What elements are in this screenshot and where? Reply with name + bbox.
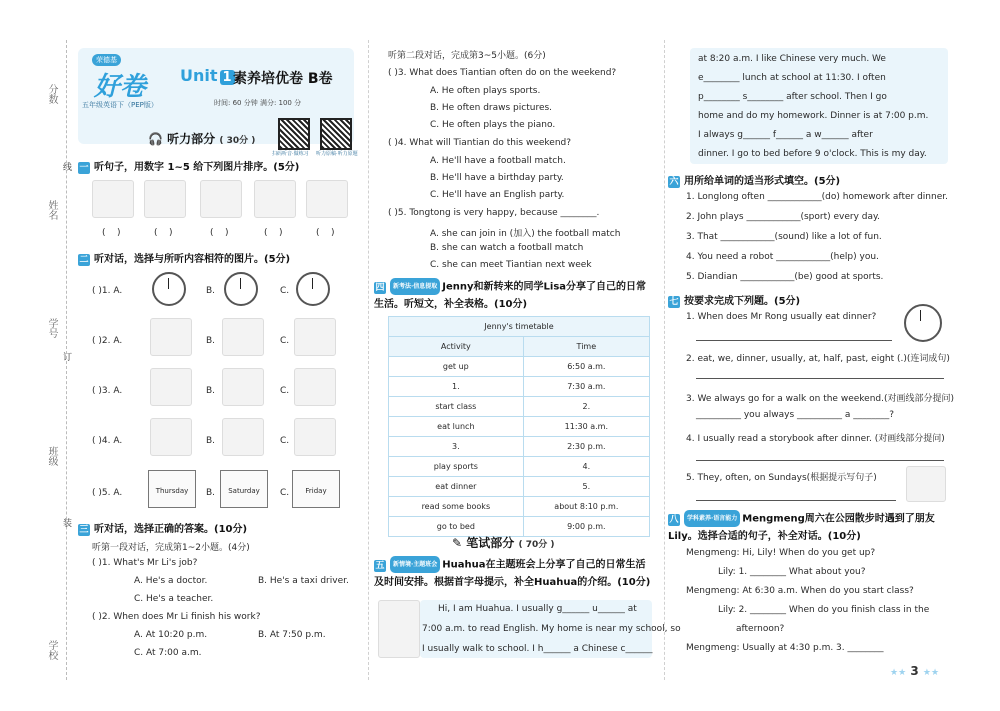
q1-answer-bracket-1[interactable]: ( ): [102, 228, 121, 238]
huahua-intro-box-2: [690, 48, 948, 164]
q2-row-1-label[interactable]: ( )1. A.: [92, 286, 123, 296]
q7-kids-image: [906, 466, 946, 502]
logo-text: 好卷: [94, 72, 147, 102]
decorative-stars-icon: ★★: [890, 668, 907, 678]
logo: [84, 52, 150, 102]
q3-question-1[interactable]: ( )1. What's Mr Li's job?: [92, 558, 198, 568]
q1-picture-4: [254, 180, 296, 218]
headphones-icon: 🎧: [148, 132, 163, 146]
q2-2-b-label: B.: [206, 336, 216, 346]
q2-3-c-image: [294, 368, 336, 406]
q2-4-b-image: [222, 418, 264, 456]
q3-question-2[interactable]: ( )2. When does Mr Li finish his work?: [92, 612, 261, 622]
q7-title: 七 按要求完成下列题。(5分): [669, 296, 801, 307]
q2-4-c-image: [294, 418, 336, 456]
q6-item-3[interactable]: 3. That ____________(sound) like a lot of fun.: [686, 232, 882, 242]
q2-2-b-image: [222, 318, 264, 356]
publisher-badge: 荣德基: [92, 54, 121, 66]
unit-label: Unit 1: [180, 66, 235, 85]
q5-line-1[interactable]: Hi, I am Huahua. I usually g______ u______ at: [438, 604, 637, 614]
seal-char-1: 线: [63, 163, 73, 173]
table-row: 1. 7:30 a.m.: [389, 377, 650, 397]
q5-line-6[interactable]: p________ s________ after school. Then I go: [698, 92, 887, 102]
table-row: go to bed 9:00 p.m.: [389, 517, 650, 537]
q2-3-a-image: [150, 368, 192, 406]
q7-item-1: 1. When does Mr Rong usually eat dinner?: [686, 312, 877, 322]
timetable: [388, 316, 650, 537]
q2-3-b-label: B.: [206, 386, 216, 396]
q6-item-5[interactable]: 5. Diandian ____________(be) good at sports.: [686, 272, 884, 282]
table-row: eat lunch 11:30 a.m.: [389, 417, 650, 437]
q3-title: 三 听对话，选择正确的答案。(10分): [79, 524, 248, 535]
q2-1-c-clock-icon: [296, 272, 330, 306]
q3-5-option-c: C. she can meet Tiantian next week: [430, 260, 592, 270]
q1-answer-bracket-5[interactable]: ( ): [316, 228, 335, 238]
q2-1-c-label: C.: [280, 286, 290, 296]
q2-5-c-calendar-icon: Friday: [292, 470, 340, 508]
q3-intro-1: 听第一段对话，完成第1~2小题。(4分): [92, 543, 250, 553]
q2-4-b-label: B.: [206, 436, 216, 446]
q8-line-1: Mengmeng: Hi, Lily! When do you get up?: [686, 548, 876, 558]
q1-answer-bracket-2[interactable]: ( ): [154, 228, 173, 238]
qr-code-1[interactable]: [278, 118, 310, 150]
q3-1-option-b: B. He's a taxi driver.: [258, 576, 349, 586]
q7-item-4: 4. I usually read a storybook after dinner. (对画线部分提问): [686, 434, 945, 444]
q7-item-2: 2. eat, we, dinner, usually, at, half, past, eight (.)(连词成句): [686, 354, 950, 364]
q8-line-3: Mengmeng: At 6:30 a.m. When do you start class?: [686, 586, 914, 596]
seal-char-3: 装: [63, 519, 73, 529]
column-divider-1: [368, 40, 369, 680]
q1-picture-2: [144, 180, 186, 218]
margin-name-label: 姓名: [46, 200, 57, 220]
table-row: start class 2.: [389, 397, 650, 417]
q5-line-4[interactable]: at 8:20 a.m. I like Chinese very much. We: [698, 54, 886, 64]
writing-heading: ✎ 笔试部分 ( 70分 ): [452, 536, 555, 550]
q8-line-5: afternoon?: [736, 624, 785, 634]
pencil-icon: ✎: [452, 536, 463, 550]
q2-3-c-label: C.: [280, 386, 290, 396]
table-row: play sports 4.: [389, 457, 650, 477]
q2-2-c-image: [294, 318, 336, 356]
q2-1-a-clock-icon: [152, 272, 186, 306]
q3-2-option-b: B. At 7:50 p.m.: [258, 630, 326, 640]
q8-line-2[interactable]: Lily: 1. ________ What about you?: [718, 567, 866, 577]
binding-line: [66, 40, 67, 680]
qr-caption-2: 听力原稿·听力原题: [316, 151, 358, 157]
q2-row-2-label[interactable]: ( )2. A.: [92, 336, 123, 346]
q7-answer-line-4[interactable]: [696, 460, 944, 461]
q3-4-option-b: B. He'll have a birthday party.: [430, 173, 564, 183]
page-title: 素养培优卷 B卷: [233, 71, 333, 87]
table-row: get up 6:50 a.m.: [389, 357, 650, 377]
q5-line-9: dinner. I go to bed before 9 o'clock. This is my day.: [698, 149, 927, 159]
q3-3-option-b: B. He often draws pictures.: [430, 103, 553, 113]
q4-title: 四 新考法·信息提取 Jenny和新转来的同学Lisa分享了自己的日常生活。听短文，补全表格。(10分): [374, 278, 652, 313]
q8-line-6[interactable]: Mengmeng: Usually at 4:30 p.m. 3. ________: [686, 643, 884, 653]
q3-question-3[interactable]: ( )3. What does Tiantian often do on the weekend?: [388, 68, 617, 78]
q5-line-3[interactable]: I usually walk to school. I h______ a Chinese c______: [422, 644, 653, 654]
table-row: eat dinner 5.: [389, 477, 650, 497]
column-divider-2: [664, 40, 665, 680]
q1-picture-5: [306, 180, 348, 218]
q3-3-option-a: A. He often plays sports.: [430, 86, 541, 96]
q2-4-a-image: [150, 418, 192, 456]
q3-4-option-a: A. He'll have a football match.: [430, 156, 566, 166]
q8-title: 八 学科素养·语言能力 Mengmeng周六在公园散步时遇到了朋友Lily。选择合适的句子，补全对话。(10分): [668, 510, 950, 545]
margin-school-label: 学校: [46, 640, 57, 660]
q5-line-2[interactable]: 7:00 a.m. to read English. My home is near my school, so: [422, 624, 681, 634]
q3-2-option-a: A. At 10:20 p.m.: [134, 630, 208, 640]
q6-item-4[interactable]: 4. You need a robot ____________(help) you.: [686, 252, 879, 262]
seal-char-2: 订: [63, 353, 73, 363]
timetable-header-activity: Activity: [389, 337, 524, 357]
q3-2-option-c: C. At 7:00 a.m.: [134, 648, 202, 658]
q6-item-1[interactable]: 1. Longlong often ____________(do) homework after dinner.: [686, 192, 948, 202]
timetable-header-time: Time: [523, 337, 649, 357]
qr-caption-1: 扫码听音·做练习: [272, 151, 309, 157]
listening-heading: 🎧 听力部分 ( 30分 ): [148, 132, 256, 146]
page-number: ★★ 3 ★★: [890, 664, 940, 678]
q3-1-option-a: A. He's a doctor.: [134, 576, 208, 586]
q2-4-c-label: C.: [280, 436, 290, 446]
q7-item-3-answer[interactable]: __________ you always __________ a ________?: [696, 410, 895, 420]
q3-question-4[interactable]: ( )4. What will Tiantian do this weekend?: [388, 138, 572, 148]
table-row: 3. 2:30 p.m.: [389, 437, 650, 457]
time-score-info: 时间: 60 分钟 满分: 100 分: [214, 99, 302, 107]
q3-5-option-b: B. she can watch a football match: [430, 243, 584, 253]
q1-answer-bracket-3[interactable]: ( ): [210, 228, 229, 238]
q2-2-c-label: C.: [280, 336, 290, 346]
q8-line-4[interactable]: Lily: 2. ________ When do you finish class in the: [718, 605, 930, 615]
q2-5-b-label: B.: [206, 488, 216, 498]
q5-line-5[interactable]: e________ lunch at school at 11:30. I often: [698, 73, 886, 83]
q7-item-3: 3. We always go for a walk on the weekend.(对画线部分提问): [686, 394, 954, 404]
huahua-girl-image: [378, 600, 420, 658]
q5-line-7: home and do my homework. Dinner is at 7:00 p.m.: [698, 111, 929, 121]
q7-clock-icon: [904, 304, 942, 342]
q7-answer-line-1[interactable]: [696, 340, 892, 341]
q7-answer-line-2[interactable]: [696, 378, 944, 379]
q6-title: 六 用所给单词的适当形式填空。(5分): [669, 176, 841, 187]
q7-answer-line-5[interactable]: [696, 500, 896, 501]
q2-row-5-label[interactable]: ( )5. A.: [92, 488, 123, 498]
qr-code-2[interactable]: [320, 118, 352, 150]
q3-4-option-c: C. He'll have an English party.: [430, 190, 565, 200]
q2-5-c-label: C.: [280, 488, 290, 498]
q6-item-2[interactable]: 2. John plays ____________(sport) every day.: [686, 212, 880, 222]
q2-title: 二 听对话，选择与所听内容相符的图片。(5分): [79, 254, 291, 265]
q5-title: 五 新情境·主题班会 Huahua在主题班会上分享了自己的日常生活及时间安排。根据首字母提示，补全Huahua的介绍。(10分): [374, 556, 654, 591]
margin-score-label: 分数: [46, 84, 57, 104]
timetable-caption: Jenny's timetable: [389, 317, 650, 337]
q2-1-b-label: B.: [206, 286, 216, 296]
q3-question-5[interactable]: ( )5. Tongtong is very happy, because ________.: [388, 208, 600, 218]
q2-5-b-calendar-icon: Saturday: [220, 470, 268, 508]
q5-line-8[interactable]: I always g______ f______ a w______ after: [698, 130, 873, 140]
q3-1-option-c: C. He's a teacher.: [134, 594, 214, 604]
q1-title: 一 听句子，用数字 1~5 给下列图片排序。(5分): [79, 162, 300, 173]
q2-row-3-label[interactable]: ( )3. A.: [92, 386, 123, 396]
q2-2-a-image: [150, 318, 192, 356]
q2-3-b-image: [222, 368, 264, 406]
decorative-stars-icon: ★★: [922, 668, 940, 678]
q3-5-option-a: A. she can join in (加入) the football match: [430, 229, 621, 239]
q1-picture-1: [92, 180, 134, 218]
margin-id-label: 学号: [46, 318, 57, 338]
q1-answer-bracket-4[interactable]: ( ): [264, 228, 283, 238]
margin-class-label: 班级: [46, 446, 57, 466]
table-row: read some books about 8:10 p.m.: [389, 497, 650, 517]
q7-item-5: 5. They, often, on Sundays(根据提示写句子): [686, 473, 877, 483]
q3-3-option-c: C. He often plays the piano.: [430, 120, 556, 130]
q1-picture-3: [200, 180, 242, 218]
q3-intro-2: 听第二段对话，完成第3~5小题。(6分): [388, 51, 546, 61]
q2-row-4-label[interactable]: ( )4. A.: [92, 436, 123, 446]
grade-label: 五年级英语下（PEP版）: [82, 101, 158, 109]
q2-5-a-calendar-icon: Thursday: [148, 470, 196, 508]
q2-1-b-clock-icon: [224, 272, 258, 306]
